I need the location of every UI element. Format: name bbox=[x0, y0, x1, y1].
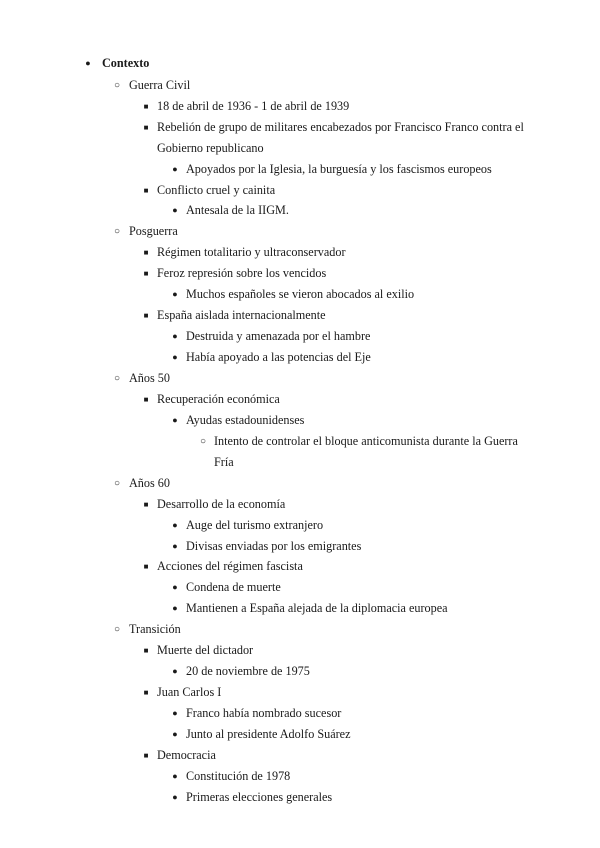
section-heading: Contexto bbox=[102, 56, 150, 70]
item-text: Recuperación económica bbox=[157, 392, 280, 406]
disc-bullet bbox=[169, 661, 181, 682]
item-text: Régimen totalitario y ultraconservador bbox=[157, 245, 346, 259]
item-text: Primeras elecciones generales bbox=[186, 790, 333, 804]
square-bullet bbox=[140, 180, 152, 201]
square-bullet bbox=[140, 640, 152, 661]
outline-item-contexto bbox=[0, 53, 600, 74]
outline-item-divisas bbox=[0, 536, 600, 557]
circle-bullet bbox=[197, 431, 209, 452]
outline-item-juan-carlos bbox=[0, 682, 600, 703]
circle-bullet bbox=[111, 619, 123, 640]
item-text: Años 60 bbox=[129, 476, 170, 490]
item-text: Muerte del dictador bbox=[157, 643, 254, 657]
item-text: Feroz represión sobre los vencidos bbox=[157, 266, 327, 280]
disc-bullet bbox=[169, 284, 181, 305]
item-text: Condena de muerte bbox=[186, 580, 281, 594]
square-bullet bbox=[140, 263, 152, 284]
outline-item-turismo bbox=[0, 515, 600, 536]
item-text: Conflicto cruel y cainita bbox=[157, 183, 276, 197]
outline-item-anos50 bbox=[0, 368, 600, 389]
outline-item-condena bbox=[0, 577, 600, 598]
item-text: 18 de abril de 1936 - 1 de abril de 1939 bbox=[157, 99, 350, 113]
item-text: Transición bbox=[129, 622, 181, 636]
outline-item-represion bbox=[0, 263, 600, 284]
disc-bullet bbox=[169, 347, 181, 368]
item-text: Antesala de la IIGM. bbox=[186, 203, 289, 217]
outline-item-constitucion bbox=[0, 766, 600, 787]
square-bullet bbox=[140, 556, 152, 577]
outline-item-acciones bbox=[0, 556, 600, 577]
outline-item-diplomacia bbox=[0, 598, 600, 619]
square-bullet bbox=[140, 745, 152, 766]
square-bullet bbox=[140, 682, 152, 703]
item-text: Intento de controlar el bloque anticomunista durante la Guerra bbox=[214, 434, 518, 448]
disc-bullet bbox=[82, 53, 94, 74]
outline-item-regimen bbox=[0, 242, 600, 263]
outline-item-democracia bbox=[0, 745, 600, 766]
item-text: Fría bbox=[214, 455, 234, 469]
item-text: Acciones del régimen fascista bbox=[157, 559, 303, 573]
item-text: España aislada internacionalmente bbox=[157, 308, 326, 322]
square-bullet bbox=[140, 117, 152, 138]
outline-item-desarrollo bbox=[0, 494, 600, 515]
outline-item-aislada bbox=[0, 305, 600, 326]
item-text: Posguerra bbox=[129, 224, 178, 238]
square-bullet bbox=[140, 242, 152, 263]
outline-item-intento-continued bbox=[0, 452, 600, 473]
disc-bullet bbox=[169, 536, 181, 557]
square-bullet bbox=[140, 389, 152, 410]
item-text: Apoyados por la Iglesia, la burguesía y los fascismos europeos bbox=[186, 162, 492, 176]
outline-item-rebelion-continued bbox=[0, 138, 600, 159]
item-text: Guerra Civil bbox=[129, 78, 191, 92]
outline-item-intento bbox=[0, 431, 600, 452]
item-text: Años 50 bbox=[129, 371, 170, 385]
outline-item-anos60 bbox=[0, 473, 600, 494]
outline-item-suarez bbox=[0, 724, 600, 745]
disc-bullet bbox=[169, 200, 181, 221]
outline-item-fecha-guerra bbox=[0, 96, 600, 117]
item-text: Divisas enviadas por los emigrantes bbox=[186, 539, 362, 553]
square-bullet bbox=[140, 305, 152, 326]
circle-bullet bbox=[111, 75, 123, 96]
outline-item-guerra-civil bbox=[0, 75, 600, 96]
item-text: Gobierno republicano bbox=[157, 141, 264, 155]
outline-item-elecciones bbox=[0, 787, 600, 808]
outline-item-muerte bbox=[0, 640, 600, 661]
outline-item-ayudas bbox=[0, 410, 600, 431]
square-bullet bbox=[140, 96, 152, 117]
outline-item-recuperacion bbox=[0, 389, 600, 410]
outline-item-apoyados bbox=[0, 159, 600, 180]
outline-item-fecha-muerte bbox=[0, 661, 600, 682]
outline-item-conflicto bbox=[0, 180, 600, 201]
disc-bullet bbox=[169, 766, 181, 787]
disc-bullet bbox=[169, 159, 181, 180]
disc-bullet bbox=[169, 326, 181, 347]
item-text: Franco había nombrado sucesor bbox=[186, 706, 342, 720]
outline-item-posguerra bbox=[0, 221, 600, 242]
square-bullet bbox=[140, 494, 152, 515]
item-text: Destruida y amenazada por el hambre bbox=[186, 329, 371, 343]
disc-bullet bbox=[169, 703, 181, 724]
item-text: Constitución de 1978 bbox=[186, 769, 291, 783]
item-text: Desarrollo de la economía bbox=[157, 497, 286, 511]
item-text: Juan Carlos I bbox=[157, 685, 222, 699]
outline-item-rebelion bbox=[0, 117, 600, 138]
item-text: Democracia bbox=[157, 748, 216, 762]
disc-bullet bbox=[169, 787, 181, 808]
circle-bullet bbox=[111, 221, 123, 242]
outline-item-transicion bbox=[0, 619, 600, 640]
disc-bullet bbox=[169, 577, 181, 598]
item-text: Había apoyado a las potencias del Eje bbox=[186, 350, 371, 364]
item-text: 20 de noviembre de 1975 bbox=[186, 664, 310, 678]
disc-bullet bbox=[169, 515, 181, 536]
outline-item-sucesor bbox=[0, 703, 600, 724]
item-text: Junto al presidente Adolfo Suárez bbox=[186, 727, 351, 741]
outline-item-antesala bbox=[0, 200, 600, 221]
outline-item-hambre bbox=[0, 326, 600, 347]
disc-bullet bbox=[169, 598, 181, 619]
item-text: Muchos españoles se vieron abocados al exilio bbox=[186, 287, 415, 301]
item-text: Auge del turismo extranjero bbox=[186, 518, 324, 532]
outline-item-eje bbox=[0, 347, 600, 368]
item-text: Mantienen a España alejada de la diplomacia europea bbox=[186, 601, 448, 615]
disc-bullet bbox=[169, 724, 181, 745]
circle-bullet bbox=[111, 368, 123, 389]
outline-item-exilio bbox=[0, 284, 600, 305]
circle-bullet bbox=[111, 473, 123, 494]
disc-bullet bbox=[169, 410, 181, 431]
item-text: Rebelión de grupo de militares encabezados por Francisco Franco contra el bbox=[157, 120, 524, 134]
item-text: Ayudas estadounidenses bbox=[186, 413, 305, 427]
